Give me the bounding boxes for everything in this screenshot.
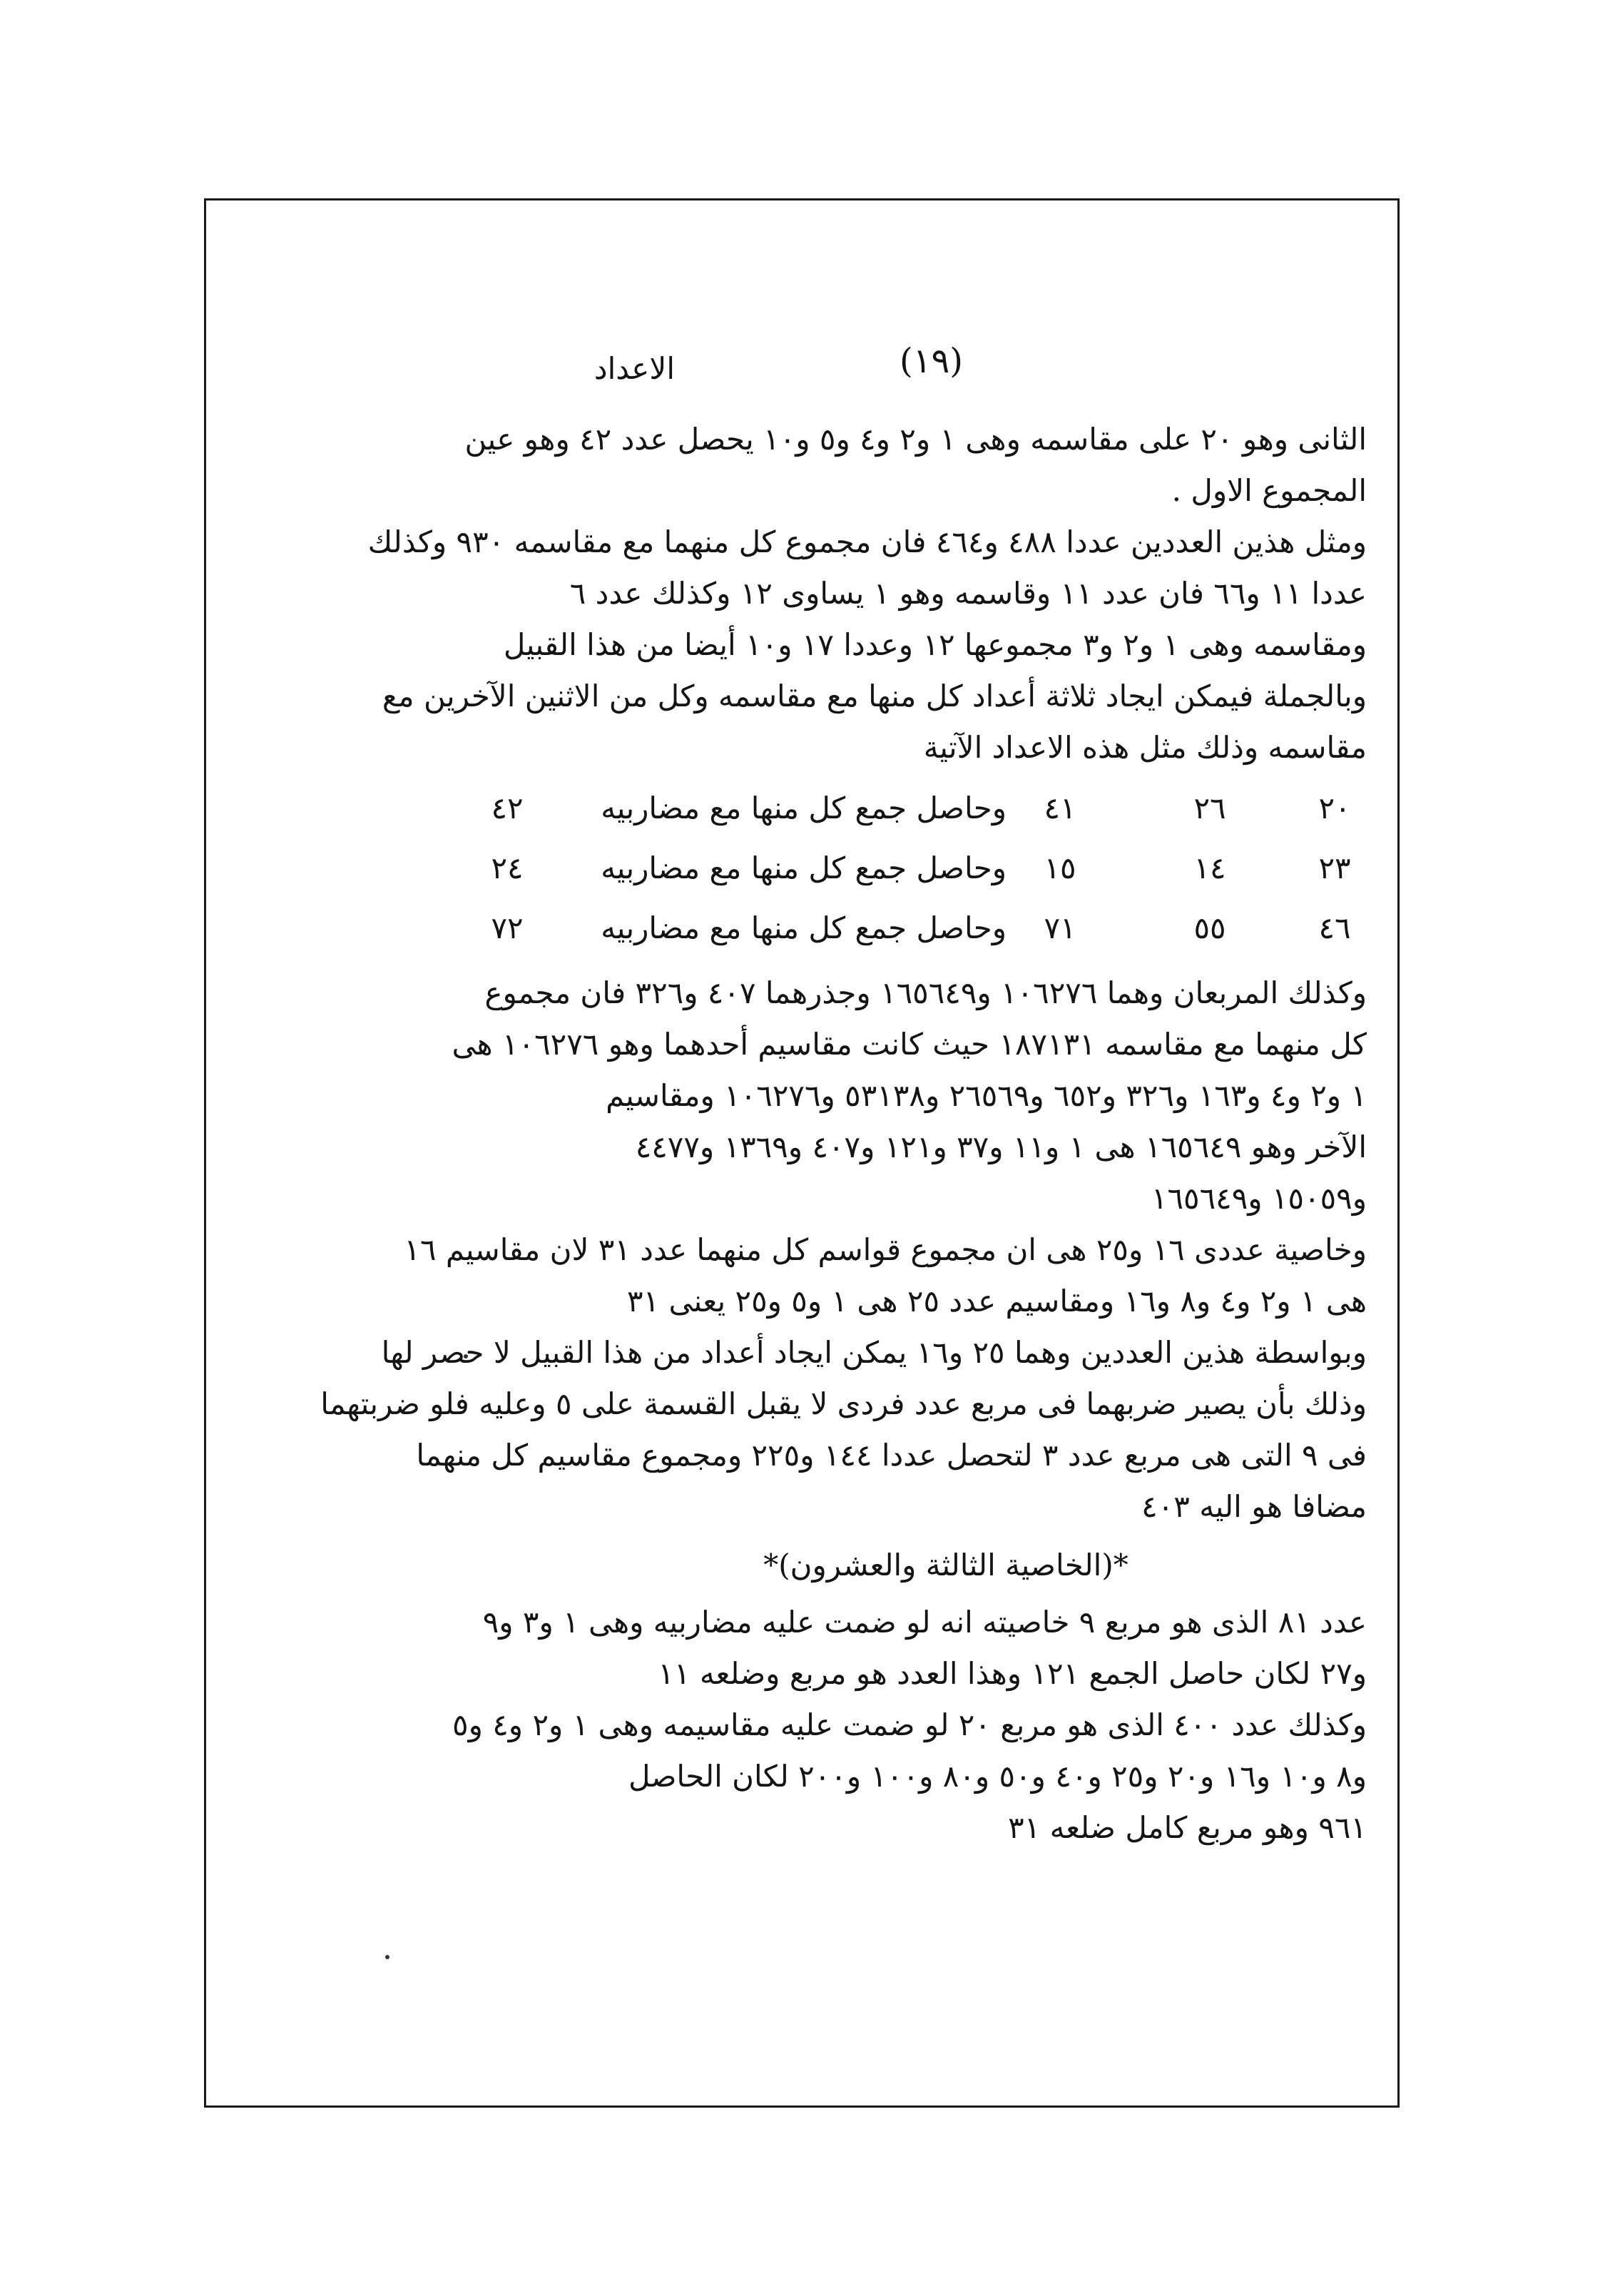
paragraph-intro (439, 414, 1367, 517)
text-line: ٩٦١ وهو مربع كامل ضلعه ٣١ (1008, 1810, 1367, 1845)
table-cell: ٢٠ (1318, 791, 1351, 826)
text-line: عدد ٨١ الذى هو مربع ٩ خاصيته انه لو ضمت عليه مضاربيه وهى ١ و٣ و٩ (482, 1605, 1367, 1640)
table-row (439, 903, 1367, 963)
paragraph-400 (439, 1700, 1367, 1854)
text-line: فى ٩ التى هى مربع عدد ٣ لتحصل عددا ١٤٤ و٢٢٥ ومجموع مقاسيم كل منهما (416, 1438, 1367, 1473)
text-line: كل منهما مع مقاسمه ١٨٧١٣١ حيث كانت مقاسيم أحدهما وهو ١٠٦٢٧٦ هى (452, 1027, 1367, 1062)
table-cell-result: ٢٤ (491, 850, 524, 885)
text-line: و١٥٠٥٩ و١٦٥٦٤٩ (1151, 1181, 1367, 1216)
numbers-table (439, 783, 1367, 963)
text-line: عددا ١١ و٦٦ فان عدد ١١ وقاسمه وهو ١ يساوى ١٢ وكذلك عدد ٦ (569, 576, 1367, 611)
table-cell-label: وحاصل جمع كل منها مع مضاربيه (601, 910, 1007, 945)
text-line: وذلك بأن يصير ضربهما فى مربع عدد فردى لا يقبل القسمة على ٥ وعليه فلو ضربتهما (320, 1386, 1367, 1421)
text-line: و٢٧ لكان حاصل الجمع ١٢١ وهذا العدد هو مربع وضلعه ١١ (658, 1656, 1367, 1691)
page-number: (١٩) (899, 341, 963, 381)
table-cell: ٥٥ (1193, 910, 1226, 945)
table-row (439, 843, 1367, 903)
table-cell: ٧١ (1044, 910, 1076, 945)
paragraph-squares (439, 967, 1367, 1224)
table-cell: ٢٣ (1318, 850, 1351, 885)
page-header (439, 335, 1367, 414)
text-line: وبواسطة هذين العددين وهما ٢٥ و١٦ يمكن ايجاد أعداد من هذا القبيل لا حصر لها (381, 1335, 1367, 1370)
text-line: مقاسمه وذلك مثل هذه الاعداد الآتية (923, 730, 1367, 765)
paragraph-81 (439, 1597, 1367, 1700)
text-line: مضافا هو اليه ٤٠٣ (1141, 1489, 1367, 1524)
table-cell-label: وحاصل جمع كل منها مع مضاربيه (601, 791, 1007, 826)
table-cell-result: ٧٢ (491, 910, 524, 945)
text-line: المجموع الاول . (1171, 473, 1367, 508)
text-line: الثانى وهو ٢٠ على مقاسمه وهى ١ و٢ و٤ و٥ و١٠ يحصل عدد ٤٢ وهو عين (464, 422, 1367, 457)
text-line: وبالجملة فيمكن ايجاد ثلاثة أعداد كل منها مع مقاسمه وكل من الاثنين الآخرين مع (382, 679, 1367, 713)
text-line: ومثل هذين العددين عددا ٤٨٨ و٤٦٤ فان مجموع كل منهما مع مقاسمه ٩٣٠ وكذلك (367, 524, 1367, 559)
table-cell: ٢٦ (1193, 791, 1226, 826)
stray-dot (385, 1955, 389, 1959)
text-line: و٨ و١٠ و١٦ و٢٠ و٢٥ و٤٠ و٥٠ و٨٠ و١٠٠ و٢٠٠ لكان الحاصل (628, 1759, 1367, 1794)
table-cell: ١٥ (1044, 850, 1076, 885)
table-cell-result: ٤٢ (491, 791, 524, 826)
table-cell: ٤١ (1044, 791, 1076, 826)
table-cell-label: وحاصل جمع كل منها مع مضاربيه (601, 850, 1007, 885)
table-cell: ١٤ (1193, 850, 1226, 885)
text-line: وكذلك عدد ٤٠٠ الذى هو مربع ٢٠ لو ضمت عليه مقاسيمه وهى ١ و٢ و٤ و٥ (452, 1707, 1367, 1742)
text-line: وكذلك المربعان وهما ١٠٦٢٧٦ و١٦٥٦٤٩ وجذرهما ٤٠٧ و٣٢٦ فان مجموع (484, 975, 1367, 1010)
section-heading: *(الخاصية الثالثة والعشرون)* (763, 1548, 1128, 1583)
paragraph-property (320, 1224, 1367, 1533)
document-page (320, 335, 1367, 1854)
text-line: هى ١ و٢ و٤ و٨ و١٦ ومقاسيم عدد ٢٥ هى ١ و٥ و٢٥ يعنى ٣١ (627, 1284, 1367, 1319)
paragraph-similar-numbers (367, 517, 1367, 773)
text-line: ١ و٢ و٤ و١٦٣ و٣٢٦ و٦٥٢ و٢٦٥٦٩ و٥٣١٣٨ و١٠٦٢٧٦ ومقاسيم (606, 1078, 1367, 1113)
running-title: الاعداد (593, 351, 675, 386)
table-row (439, 783, 1367, 843)
table-cell: ٤٦ (1318, 910, 1351, 945)
text-line: وخاصية عددى ١٦ و٢٥ هى ان مجموع قواسم كل منهما عدد ٣١ لان مقاسيم ١٦ (404, 1232, 1367, 1267)
text-line: الآخر وهو ١٦٥٦٤٩ هى ١ و١١ و٣٧ و١٢١ و٤٠٧ و١٣٦٩ و٤٤٧٧ (635, 1129, 1367, 1164)
text-line: ومقاسمه وهى ١ و٢ و٣ مجموعها ١٢ وعددا ١٧ و١٠ أيضا من هذا القبيل (503, 627, 1367, 662)
